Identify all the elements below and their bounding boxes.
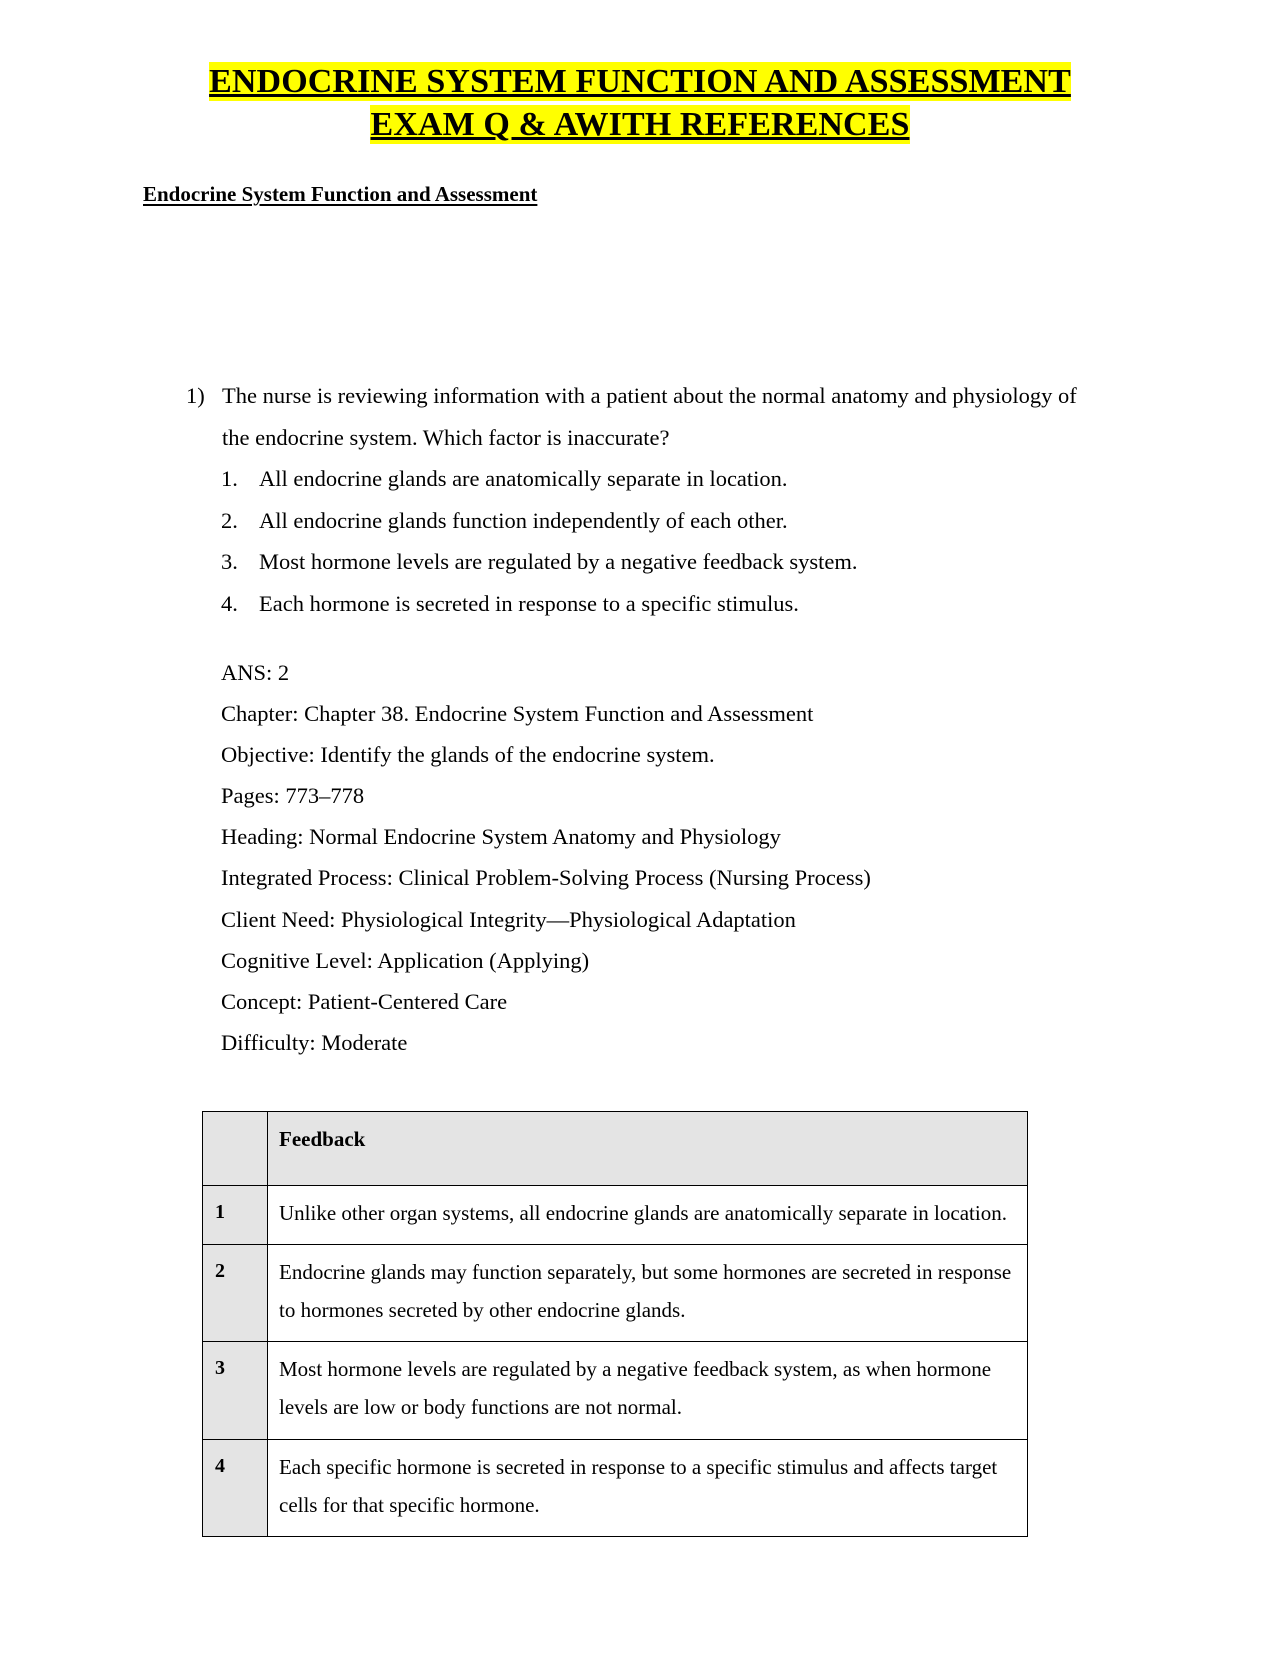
document-title bbox=[0, 0, 1280, 145]
feedback-table-container bbox=[0, 1111, 1280, 1537]
metadata-chapter: Chapter: Chapter 38. Endocrine System Function and Assessment bbox=[221, 700, 814, 726]
metadata-pages: Pages: 773–778 bbox=[221, 783, 365, 809]
metadata-integrated-process: Integrated Process: Clinical Problem-Solving Process (Nursing Process) bbox=[221, 865, 871, 891]
table-row bbox=[203, 1342, 1028, 1439]
question-stem bbox=[186, 375, 1120, 458]
feedback-row-text: Unlike other organ systems, all endocrine glands are anatomically separate in location. bbox=[268, 1185, 1028, 1244]
answer-option-number: 1. bbox=[221, 466, 238, 492]
metadata-client-need: Client Need: Physiological Integrity—Physiological Adaptation bbox=[221, 906, 796, 932]
metadata-objective: Objective: Identify the glands of the endocrine system. bbox=[221, 741, 715, 767]
feedback-row-number: 1 bbox=[203, 1185, 268, 1244]
question-text: The nurse is reviewing information with a patient about the normal anatomy and physiology of the endocrine system. Which factor is inaccurate? bbox=[222, 382, 1077, 450]
answer-option[interactable] bbox=[221, 541, 1120, 583]
answer-metadata-block bbox=[0, 652, 1280, 1064]
answer-option-text: All endocrine glands are anatomically separate in location. bbox=[259, 466, 788, 492]
section-subheading-text: Endocrine System Function and Assessment bbox=[143, 181, 538, 206]
feedback-header-number bbox=[203, 1112, 268, 1185]
feedback-row-number: 2 bbox=[203, 1244, 268, 1341]
table-row bbox=[203, 1244, 1028, 1341]
question-block bbox=[0, 375, 1280, 625]
metadata-difficulty: Difficulty: Moderate bbox=[221, 1030, 408, 1056]
document-title-line-1: ENDOCRINE SYSTEM FUNCTION AND ASSESSMENT bbox=[209, 63, 1071, 100]
feedback-table bbox=[202, 1111, 1028, 1537]
answer-option-number: 4. bbox=[221, 591, 238, 616]
table-header-row bbox=[203, 1112, 1028, 1185]
answer-option-text: Most hormone levels are regulated by a negative feedback system. bbox=[259, 549, 858, 575]
question-number: 1) bbox=[186, 382, 205, 408]
section-subheading bbox=[0, 145, 1280, 207]
answer-option[interactable] bbox=[221, 500, 1120, 542]
answer-option-text: Each hormone is secreted in response to a specific stimulus. bbox=[259, 591, 799, 616]
feedback-row-number: 3 bbox=[203, 1342, 268, 1439]
feedback-header-label: Feedback bbox=[268, 1112, 1028, 1185]
feedback-row-text: Endocrine glands may function separately, but some hormones are secreted in response to hormones secreted by other endocrine glands. bbox=[268, 1244, 1028, 1341]
metadata-concept: Concept: Patient-Centered Care bbox=[221, 989, 508, 1014]
answer-option-text: All endocrine glands function independently of each other. bbox=[259, 507, 788, 533]
metadata-heading: Heading: Normal Endocrine System Anatomy and Physiology bbox=[221, 824, 781, 850]
table-row bbox=[203, 1185, 1028, 1244]
document-title-line-2: EXAM Q & AWITH REFERENCES bbox=[370, 106, 910, 144]
answer-option[interactable] bbox=[221, 583, 1120, 625]
answer-option-number: 2. bbox=[221, 507, 238, 533]
feedback-row-number: 4 bbox=[203, 1439, 268, 1536]
feedback-row-text: Most hormone levels are regulated by a negative feedback system, as when hormone levels are low or body functions are not normal. bbox=[268, 1342, 1028, 1439]
answer-options-list bbox=[186, 458, 1120, 625]
metadata-cognitive-level: Cognitive Level: Application (Applying) bbox=[221, 947, 590, 973]
feedback-row-text: Each specific hormone is secreted in response to a specific stimulus and affects target cells for that specific hormone. bbox=[268, 1439, 1028, 1536]
answer-option-number: 3. bbox=[221, 549, 238, 575]
table-row bbox=[203, 1439, 1028, 1536]
metadata-answer: ANS: 2 bbox=[221, 659, 290, 685]
answer-option[interactable] bbox=[221, 458, 1120, 500]
